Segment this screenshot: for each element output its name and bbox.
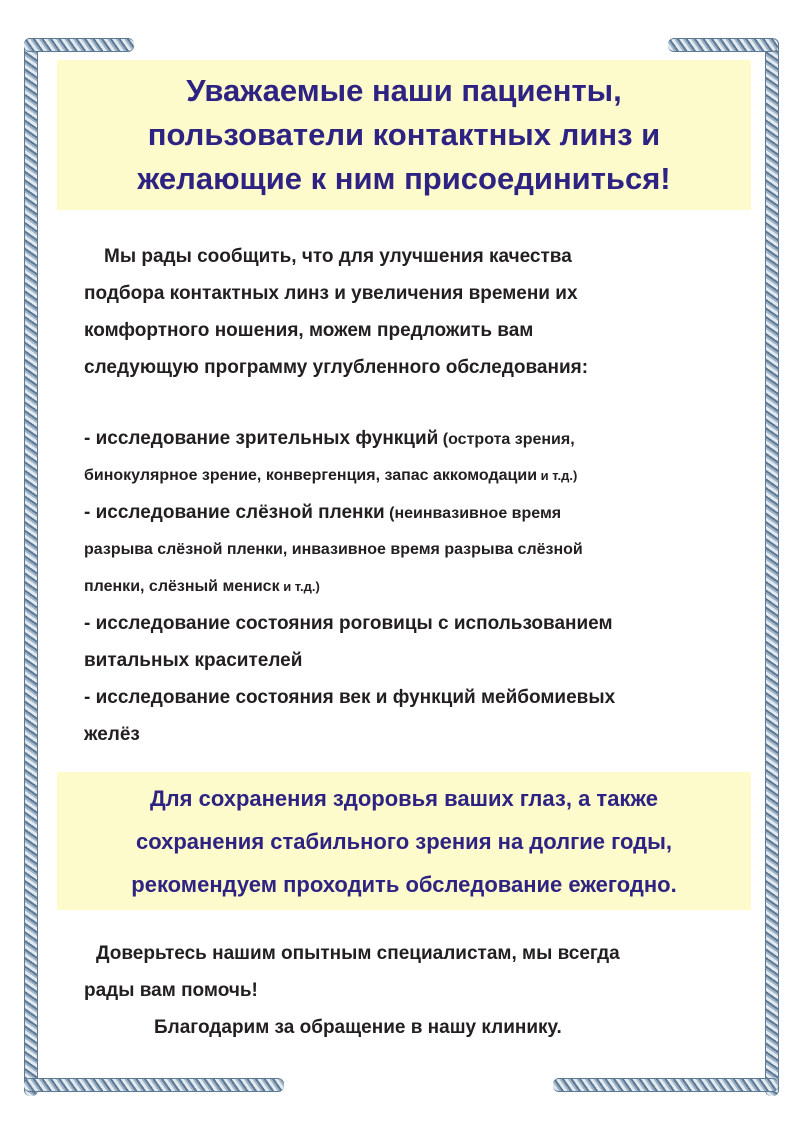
rope-border-top-left [24, 38, 134, 52]
list-item-1-line-2: бинокулярное зрение, конвергенция, запас аккомодации и т.д.) [84, 467, 578, 484]
list-item-3-line-2: витальных красителей [84, 650, 303, 671]
title-line-2: пользователи контактных линз и [147, 117, 661, 152]
list-item-2-line-3: пленки, слёзный мениск и т.д.) [84, 578, 320, 595]
title-line-1: Уважаемые наши пациенты, [186, 73, 622, 108]
intro-line-2: подбора контактных линз и увеличения времени их [84, 283, 578, 304]
closing-thanks: Благодарим за обращение в нашу клинику. [154, 1017, 562, 1038]
rope-border-top-right [668, 38, 778, 52]
callout-box [57, 772, 751, 910]
exam-list [84, 420, 764, 753]
list-item-2-title: - исследование слёзной пленки [84, 502, 385, 523]
list-item-1-etc: и т.д.) [537, 468, 578, 483]
callout-line-1: Для сохранения здоровья ваших глаз, а также [150, 785, 658, 811]
intro-line-4: следующую программу углубленного обследования: [84, 357, 589, 378]
title-line-3: желающие к ним присоединиться! [137, 161, 671, 196]
list-item-2-etc: и т.д.) [279, 579, 320, 594]
list-item-1-note: (острота зрения, [438, 431, 575, 448]
rope-border-left [24, 38, 38, 1096]
rope-border-right [765, 38, 779, 1096]
rope-border-bottom-left [24, 1078, 284, 1092]
list-item-2-line-1 [84, 494, 764, 531]
list-item-1-line-1 [84, 420, 764, 457]
closing-line-2: рады вам помочь! [84, 980, 258, 1001]
list-item-3-line-1: - исследование состояния роговицы с использованием [84, 613, 613, 634]
rope-border-bottom-right [553, 1078, 778, 1092]
callout-line-2: сохранения стабильного зрения на долгие годы, [135, 828, 673, 854]
list-item-4-line-1: - исследование состояния век и функций мейбомиевых [84, 687, 616, 708]
list-item-1-title: - исследование зрительных функций [84, 428, 439, 449]
intro-line-1: Мы рады сообщить, что для улучшения качества [104, 246, 572, 267]
title-box [57, 60, 751, 210]
intro-paragraph [84, 238, 764, 386]
list-item-2-line-2: разрыва слёзной пленки, инвазивное время разрыва слёзной [84, 541, 583, 558]
list-item-4-line-2: желёз [84, 724, 140, 745]
closing-line-1: Доверьтесь нашим опытным специалистам, мы всегда [96, 943, 620, 964]
list-item-2-note: (неинвазивное время [384, 505, 562, 522]
callout-line-3: рекомендуем проходить обследование ежегодно. [131, 871, 677, 897]
closing-paragraph [84, 935, 764, 1046]
intro-line-3: комфортного ношения, можем предложить вам [84, 320, 534, 341]
